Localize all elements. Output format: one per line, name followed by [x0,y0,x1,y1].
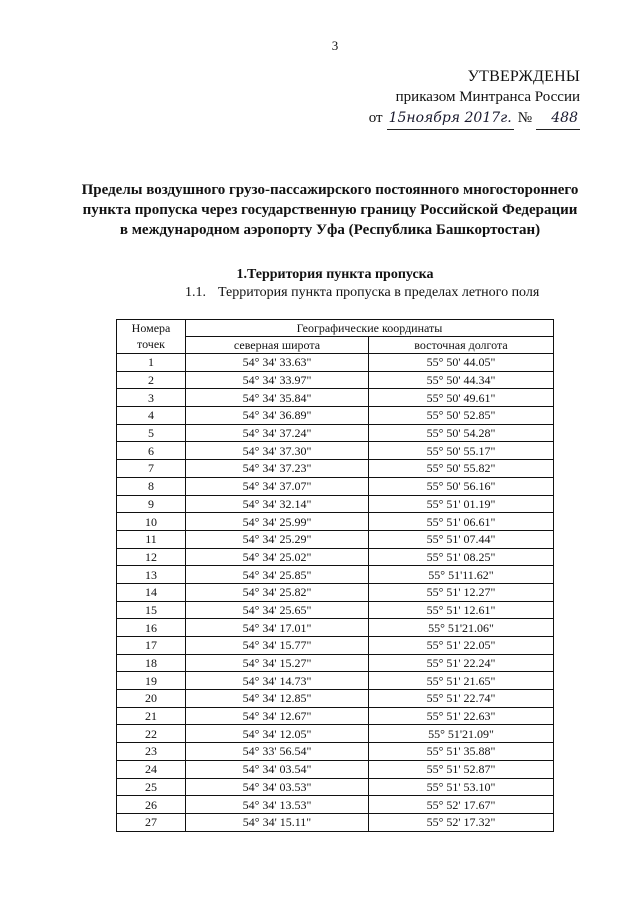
point-number-cell: 1 [117,354,186,372]
latitude-cell: 54° 34' 12.85" [186,690,369,708]
longitude-cell: 55° 52' 17.67" [369,796,554,814]
coordinates-table [116,319,554,832]
longitude-cell: 55° 50' 49.61" [369,389,554,407]
point-number-cell: 19 [117,672,186,690]
latitude-cell: 54° 34' 33.63" [186,354,369,372]
table-row [117,725,554,743]
longitude-cell: 55° 50' 55.17" [369,442,554,460]
latitude-cell: 54° 34' 37.30" [186,442,369,460]
latitude-cell: 54° 34' 25.65" [186,601,369,619]
table-row [117,442,554,460]
longitude-cell: 55° 50' 52.85" [369,407,554,425]
point-number-cell: 5 [117,424,186,442]
table-row [117,707,554,725]
longitude-cell: 55° 52' 17.32" [369,813,554,831]
latitude-cell: 54° 34' 33.97" [186,371,369,389]
longitude-cell: 55° 51' 12.61" [369,601,554,619]
approval-issuer: приказом Минтранса России [395,89,580,105]
point-number-cell: 11 [117,530,186,548]
point-number-cell: 21 [117,707,186,725]
latitude-cell: 54° 34' 25.02" [186,548,369,566]
latitude-cell: 54° 34' 12.67" [186,707,369,725]
table-row [117,743,554,761]
approval-order-line [369,108,580,130]
latitude-cell: 54° 34' 15.11" [186,813,369,831]
latitude-cell: 54° 34' 12.05" [186,725,369,743]
table-row [117,424,554,442]
point-number-cell: 8 [117,477,186,495]
table-row [117,477,554,495]
approval-title: УТВЕРЖДЕНЫ [467,68,580,85]
latitude-cell: 54° 34' 15.27" [186,654,369,672]
table-row [117,530,554,548]
table-row [117,389,554,407]
point-number-cell: 2 [117,371,186,389]
table-row [117,513,554,531]
points-header [117,320,186,354]
table-row [117,548,554,566]
longitude-cell: 55° 51'21.06" [369,619,554,637]
table-row [117,371,554,389]
longitude-cell: 55° 51' 53.10" [369,778,554,796]
longitude-cell: 55° 51' 52.87" [369,760,554,778]
longitude-cell: 55° 50' 54.28" [369,424,554,442]
table-row [117,407,554,425]
longitude-cell: 55° 51' 12.27" [369,583,554,601]
point-number-cell: 23 [117,743,186,761]
approval-number-label: № [517,110,532,126]
latitude-cell: 54° 34' 03.53" [186,778,369,796]
latitude-cell: 54° 34' 35.84" [186,389,369,407]
table-row [117,796,554,814]
longitude-cell: 55° 51' 22.74" [369,690,554,708]
point-number-cell: 24 [117,760,186,778]
point-number-cell: 9 [117,495,186,513]
page-number: 3 [331,38,339,53]
latitude-header: северная широта [186,337,369,354]
longitude-cell: 55° 51' 22.24" [369,654,554,672]
point-number-cell: 14 [117,583,186,601]
approval-block [369,66,580,130]
table-row [117,654,554,672]
longitude-cell: 55° 51' 22.05" [369,637,554,655]
longitude-cell: 55° 51' 06.61" [369,513,554,531]
table-row [117,637,554,655]
title-line: в международном аэропорту Уфа (Республика Башкортостан) [119,222,541,238]
longitude-cell: 55° 50' 44.34" [369,371,554,389]
latitude-cell: 54° 34' 37.07" [186,477,369,495]
table-row [117,760,554,778]
latitude-cell: 54° 34' 32.14" [186,495,369,513]
subsection-heading [185,285,539,301]
point-number-cell: 22 [117,725,186,743]
longitude-cell: 55° 50' 56.16" [369,477,554,495]
table-row [117,354,554,372]
point-number-cell: 7 [117,460,186,478]
table-row [117,495,554,513]
point-number-cell: 13 [117,566,186,584]
approval-date-prefix: от [368,110,383,126]
approval-number: 488 [536,108,580,130]
point-number-cell: 26 [117,796,186,814]
latitude-cell: 54° 34' 03.54" [186,760,369,778]
latitude-cell: 54° 34' 25.85" [186,566,369,584]
latitude-cell: 54° 34' 37.23" [186,460,369,478]
point-number-cell: 20 [117,690,186,708]
longitude-cell: 55° 51' 01.19" [369,495,554,513]
latitude-cell: 54° 34' 25.82" [186,583,369,601]
latitude-cell: 54° 34' 14.73" [186,672,369,690]
table-row [117,619,554,637]
approval-date: 15ноября 2017г. [387,108,514,130]
latitude-cell: 54° 34' 15.77" [186,637,369,655]
title-line: Пределы воздушного грузо-пассажирского постоянного многостороннего [81,182,579,198]
longitude-cell: 55° 51' 35.88" [369,743,554,761]
point-number-cell: 10 [117,513,186,531]
longitude-cell: 55° 51' 07.44" [369,530,554,548]
point-number-cell: 25 [117,778,186,796]
title-line: пункта пропуска через государственную границу Российской Федерации [82,202,578,218]
point-number-cell: 18 [117,654,186,672]
point-number-cell: 16 [117,619,186,637]
subsection-text: Территория пункта пропуска в пределах летного поля [218,285,540,300]
point-number-cell: 3 [117,389,186,407]
latitude-cell: 54° 34' 37.24" [186,424,369,442]
longitude-cell: 55° 51' 21.65" [369,672,554,690]
latitude-cell: 54° 34' 13.53" [186,796,369,814]
coordinates-table-body [117,354,554,832]
table-row [117,690,554,708]
table-row [117,566,554,584]
point-number-cell: 17 [117,637,186,655]
document-title [70,180,590,240]
latitude-cell: 54° 34' 25.29" [186,530,369,548]
longitude-header: восточная долгота [369,337,554,354]
section-heading: 1.Территория пункта пропуска [236,267,434,282]
longitude-cell: 55° 51'21.09" [369,725,554,743]
point-number-cell: 27 [117,813,186,831]
longitude-cell: 55° 51' 08.25" [369,548,554,566]
table-row [117,813,554,831]
point-number-cell: 15 [117,601,186,619]
table-row [117,778,554,796]
table-row [117,601,554,619]
subsection-number: 1.1. [185,285,206,300]
longitude-cell: 55° 51' 22.63" [369,707,554,725]
latitude-cell: 54° 34' 17.01" [186,619,369,637]
latitude-cell: 54° 34' 25.99" [186,513,369,531]
table-row [117,672,554,690]
points-header-line1: Номера [131,321,171,335]
table-row [117,460,554,478]
point-number-cell: 12 [117,548,186,566]
longitude-cell: 55° 50' 44.05" [369,354,554,372]
longitude-cell: 55° 51'11.62" [369,566,554,584]
latitude-cell: 54° 33' 56.54" [186,743,369,761]
latitude-cell: 54° 34' 36.89" [186,407,369,425]
longitude-cell: 55° 50' 55.82" [369,460,554,478]
coordinates-header: Географические координаты [186,320,554,337]
points-header-line2: точек [137,337,165,351]
point-number-cell: 6 [117,442,186,460]
table-row [117,583,554,601]
point-number-cell: 4 [117,407,186,425]
